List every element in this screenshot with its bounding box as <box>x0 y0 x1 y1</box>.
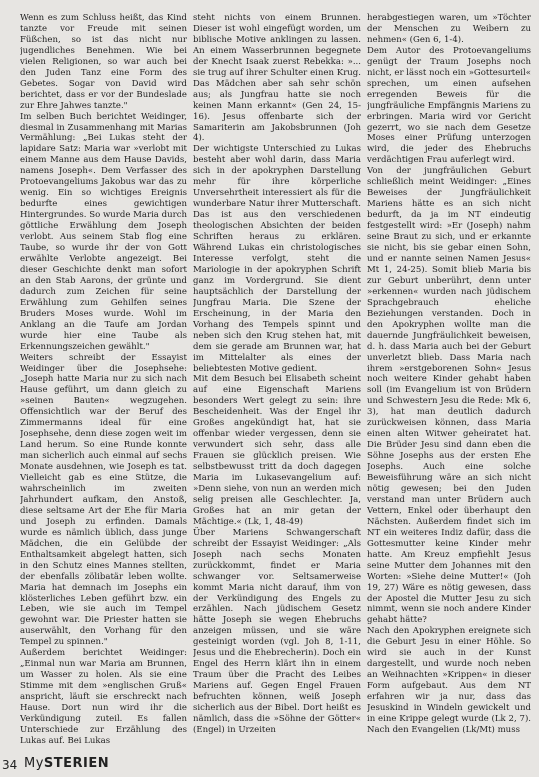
text-column-1 <box>20 13 187 746</box>
paragraph: Außerdem berichtet Weidinger: „Einmal nun war Maria am Brunnen, um Wasser zu holen. Als sie eine Stimme mit dem »englischen Gruß« anspricht, läuft sie erschreckt nach Hause. Dort nun wird ihr die Verkündigung zuteil. Es fallen Unterschiede zur Erzählung des Lukas auf. Bei Lukas <box>20 648 187 746</box>
magazine-logo-prefix: My <box>24 756 44 771</box>
text-column-2 <box>193 13 361 746</box>
paragraph: Der wichtigste Unterschied zu Lukas besteht aber wohl darin, dass Maria sich in der apokryphen Darstellung mehr für ihre körperliche Unversehrtheit interessiert als für die wunderbare Natur ihrer Mutterschaft. Das ist aus den verschiedenen theologischen Absichten der beiden Schriften heraus zu erklären. Während Lukas ein christologisches Interesse verfolgt, steht die Mariologie in der apokryphen Schrift ganz im Vordergrund. Sie dient hauptsächlich der Darstellung der Jungfrau Maria. Die Szene der Erscheinung, in der Maria den Vorhang des Tempels spinnt und neben sich den Krug stehen hat, mit dem sie gerade am Brunnen war, hat im Mittelalter als eines der beliebtesten Motive gedient. <box>193 144 361 374</box>
text-column-3 <box>367 13 531 746</box>
paragraph: Von der jungfräulichen Geburt schließlich meint Weidinger: „Eines Beweises der Jungfräulichkeit Mariens hätte es an sich nicht bedurft, da ja im NT eindeutig festgestellt wird: »Er (Joseph) nahm seine Braut zu sich, und er erkannte sie nicht, bis sie gebar einen Sohn, und er nannte seinen Namen Jesus« Mt 1, 24-25). Somit blieb Maria bis zur Geburt unberührt, denn unter »erkennen« wurden nach jüdischem Sprachgebrauch eheliche Beziehungen verstanden. Doch in den Apokryphen wollte man die dauernde Jungfräulichkeit beweisen, d. h. dass Maria auch bei der Geburt unverletzt blieb. Dass Maria nach ihrem »erstgeborenen Sohn« Jesus noch weitere Kinder gehabt haben soll (im Evangelium ist von Brüdern und Schwestern Jesu die Rede: Mk 6, 3), hat man deutlich dadurch zurückweisen können, dass Maria einen alten Witwer geheiratet hat. Die Brüder Jesu sind dann eben die Söhne Josephs aus der ersten Ehe Josephs. Auch eine solche Beweisführung wäre an sich nicht nötig gewesen; bei den Juden verstand man unter Brüdern auch Vettern, Enkel oder überhaupt den Nächsten. Außerdem findet sich im NT ein weiteres Indiz dafür, dass die Gottesmutter keine Kinder mehr hatte. Am Kreuz empfiehlt Jesus seine Mutter dem Johannes mit den Worten: »Siehe deine Mutter!« (Joh 19, 27) Wäre es nötig gewesen, dass der Apostel die Mutter Jesu zu sich nimmt, wenn sie noch andere Kinder gehabt hätte? <box>367 166 531 626</box>
paragraph: Über Mariens Schwangerschaft schreibt der Essayist Weidinger: „Als Joseph nach sechs Monaten zurückkommt, findet er Maria schwanger vor. Seltsamerweise kommt Maria nicht darauf, ihm von der Verkündigung des Engels zu erzählen. Nach jüdischem Gesetz hätte Joseph sie wegen Ehebruchs anzeigen müssen, und sie wäre gesteinigt worden (vgl. Joh 8, 1-11, Jesus und die Ehebrecherin). Doch ein Engel des Herrn klärt ihn in einem Traum über die Pracht des Leibes Mariens auf. Gegen Engel Frauen befruchten können, weiß Joseph sicherlich aus der Bibel. Dort heißt es nämlich, dass die »Söhne der Götter« (Engel) in Urzeiten <box>193 527 361 735</box>
page-footer <box>0 747 539 777</box>
paragraph: steht nichts von einem Brunnen. Dieser ist wohl eingefügt worden, um biblische Motive anklingen zu lassen. An einem Wasserbrunnen begegnete der Knecht Isaak zuerst Rebekka: »... sie trug auf ihrer Schulter einen Krug. Das Mädchen aber sah sehr schön aus; als Jungfrau hatte sie noch keinen Mann erkannt« (Gen 24, 15-16). Jesus offenbarte sich der Samariterin am Jakobsbrunnen (Joh 4). <box>193 13 361 144</box>
paragraph: herabgestiegen waren, um »Töchter der Menschen zu Weibern zu nehmen« (Gen 6, 1-4). <box>367 13 531 45</box>
page-number: 34 <box>2 758 18 772</box>
paragraph: Dem Autor des Protoevangeliums genügt der Traum Josephs noch nicht, er lässt noch ein »Gottesurteil« sprechen, um einen aufsehen erregenden Beweis für die jungfräuliche Empfängnis Mariens zu erbringen. Maria wird vor Gericht gezerrt, wo sie nach dem Gesetze Moses einer Prüfung unterzogen wird, die jeder des Ehebruchs verdächtigen Frau auferlegt wird. <box>367 45 531 166</box>
paragraph: Mit dem Besuch bei Elisabeth scheint auf eine Eigenschaft Mariens besonders Wert gelegt zu sein: ihre Bescheidenheit. Was der Engel ihr Großes angekündigt hat, hat sie offenbar wieder vergessen, denn sie verwundert sich sehr, dass alle Frauen sie glücklich preisen. Wie selbstbewusst tritt da doch dagegen Maria im Lukasevangelium auf: »Denn siehe, von nun an werden mich selig preisen alle Geschlechter. Ja, Großes hat an mir getan der Mächtige.« (Lk, 1, 48-49) <box>193 374 361 527</box>
paragraph: Weiters schreibt der Essayist Weidinger über die Josephsehe: „Joseph hatte Maria nur zu sich nach Hause geführt, um dann gleich zu »seinen Bauten« wegzugehen. Offensichtlich war der Beruf des Zimmermanns ideal für eine Josephsehe, denn diese zogen weit im Land herum. So eine Runde konnte man sicherlich auch einmal auf sechs Monate ausdehnen, wie Joseph es tat. Vielleicht gab es eine Stütze, die wahrscheinlich im zweiten Jahrhundert aufkam, den Anstoß, diese seltsame Art der Ehe für Maria und Joseph zu erfinden. Damals wurde es nämlich üblich, dass junge Mädchen, die ein Gelübde der Enthaltsamkeit abgelegt hatten, sich in den Schutz eines Mannes stellten, der ebenfalls zölibatär leben wollte. Maria hat demnach im Josephs ein klösterliches Leben geführt bzw. ein Leben, wie sie auch im Tempel gewohnt war. Die Priester hatten sie auserwählt, den Vorhang für den Tempel zu spinnen." <box>20 352 187 648</box>
magazine-logo-name: STERIEN <box>43 756 110 771</box>
paragraph: Nach den Apokryphen ereignete sich die Geburt Jesu in einer Höhle. So wird sie auch in der Kunst dargestellt, und wurde noch neben an Weihnachten »Krippen« in dieser Form aufgebaut. Aus dem NT erfahren wir ja nur, dass das Jesuskind in Windeln gewickelt und in eine Krippe gelegt wurde (Lk 2, 7). Nach den Evangelien (Lk/Mt) muss <box>367 626 531 735</box>
paragraph: Wenn es zum Schluss heißt, das Kind tanzte vor Freude mit seinen Füßchen, so ist das nicht nur jugendliches Benehmen. Wie bei vielen Religionen, so war auch bei den Juden Tanz eine Form des Gebetes. Sogar von David wird berichtet, dass er vor der Bundeslade zur Ehre Jahwes tanzte." <box>20 13 187 111</box>
magazine-logo <box>24 756 109 771</box>
paragraph: Im selben Buch berichtet Weidinger, diesmal in Zusammenhang mit Marias Vermählung: „Bei Lukas steht der lapidare Satz: Maria war »verlobt mit einem Manne aus dem Hause Davids, namens Joseph«. Dem Verfasser des Protoevangeliums Jakobus war das zu wenig. Ein so wichtiges Ereignis bedurfte eines gewichtigen Hintergrundes. So wurde Maria durch göttliche Erwählung dem Joseph verlobt. Aus seinem Stab flog eine Taube, so wurde ihr der von Gott erwählte Verlobte angezeigt. Bei dieser Geschichte denkt man sofort an den Stab Aarons, der grünte und dadurch zum Zeichen für seine Erwählung zum Gehilfen seines Bruders Moses wurde. Wohl im Anklang an die Taufe am Jordan wurde hier eine Taube als Erkennungszeichen gewählt." <box>20 111 187 352</box>
